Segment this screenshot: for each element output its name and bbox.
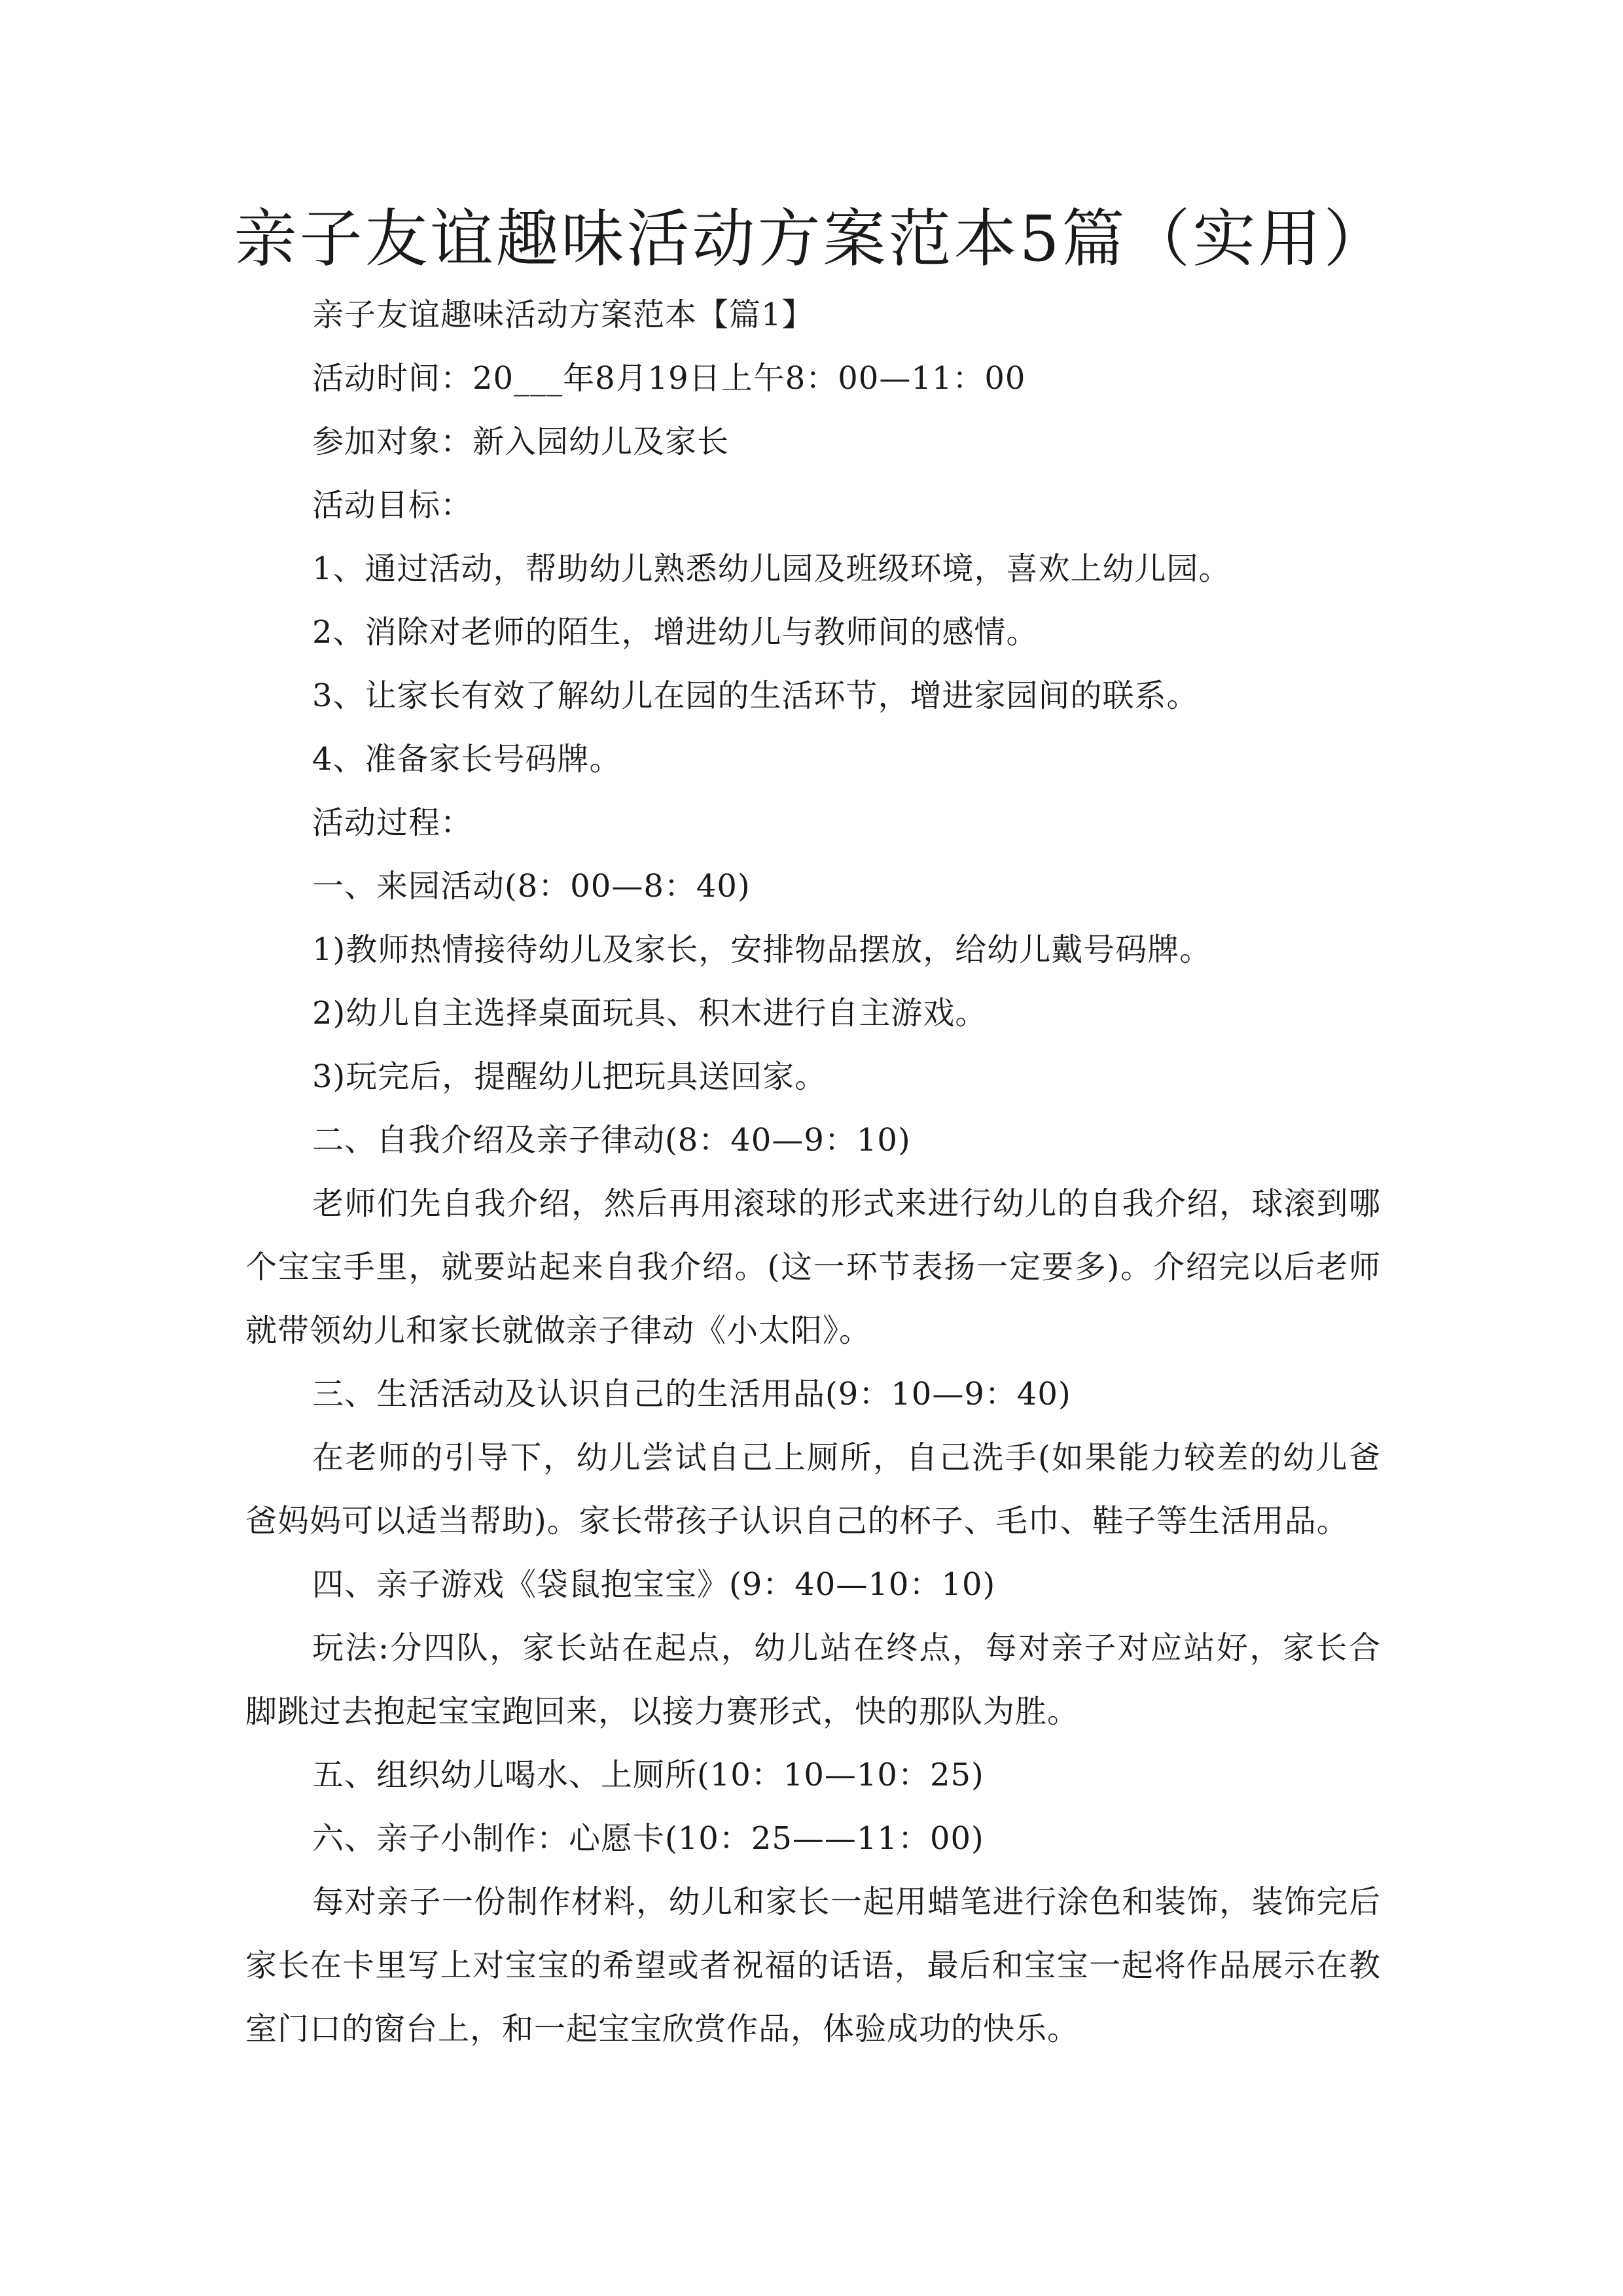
goal-item: 1、通过活动，帮助幼儿熟悉幼儿园及班级环境，喜欢上幼儿园。: [312, 550, 1231, 587]
activity-time: 活动时间：20___年8月19日上午8：00—11：00: [312, 360, 1026, 397]
participants: 参加对象：新入园幼儿及家长: [312, 423, 730, 460]
step-paragraph: 每对亲子一份制作材料，幼儿和家长一起用蜡笔进行涂色和装饰，装饰完后家长在卡里写上对宝宝的希望或者祝福的话语，最后和宝宝一起将作品展示在教室门口的窗台上，和一起宝宝欣赏作品，体验成功的快乐。: [245, 1884, 1381, 2047]
step-item: 1)教师热情接待幼儿及家长，安排物品摆放，给幼儿戴号码牌。: [312, 931, 1212, 968]
step-heading: 四、亲子游戏《袋鼠抱宝宝》(9：40—10：10): [312, 1566, 996, 1603]
section-heading: 亲子友谊趣味活动方案范本【篇1】: [312, 296, 814, 333]
step-item: 3)玩完后，提醒幼儿把玩具送回家。: [312, 1058, 827, 1095]
document-title: 亲子友谊趣味活动方案范本5篇（实用）: [234, 202, 1389, 276]
goal-item: 2、消除对老师的陌生，增进幼儿与教师间的感情。: [312, 614, 1039, 651]
step-heading: 五、组织幼儿喝水、上厕所(10：10—10：25): [312, 1757, 984, 1793]
step-item: 2)幼儿自主选择桌面玩具、积木进行自主游戏。: [312, 995, 988, 1031]
goals-heading: 活动目标：: [312, 487, 473, 524]
step-paragraph: 老师们先自我介绍，然后再用滚球的形式来进行幼儿的自我介绍，球滚到哪个宝宝手里，就要站起来自我介绍。(这一环节表扬一定要多)。介绍完以后老师就带领幼儿和家长就做亲子律动《小太阳》。: [245, 1185, 1381, 1349]
process-heading: 活动过程：: [312, 804, 473, 841]
step-heading: 二、自我介绍及亲子律动(8：40—9：10): [312, 1122, 911, 1158]
step-heading: 六、亲子小制作：心愿卡(10：25——11：00): [312, 1820, 984, 1857]
step-heading: 三、生活活动及认识自己的生活用品(9：10—9：40): [312, 1376, 1071, 1412]
step-paragraph: 玩法:分四队，家长站在起点，幼儿站在终点，每对亲子对应站好，家长合脚跳过去抱起宝宝跑回来，以接力赛形式，快的那队为胜。: [245, 1630, 1381, 1730]
step-heading: 一、来园活动(8：00—8：40): [312, 868, 751, 905]
goal-item: 4、准备家长号码牌。: [312, 741, 622, 778]
step-paragraph: 在老师的引导下，幼儿尝试自己上厕所，自己洗手(如果能力较差的幼儿爸爸妈妈可以适当帮助)。家长带孩子认识自己的杯子、毛巾、鞋子等生活用品。: [245, 1439, 1381, 1539]
document-body: [245, 283, 1381, 2061]
goal-item: 3、让家长有效了解幼儿在园的生活环节，增进家园间的联系。: [312, 677, 1199, 714]
